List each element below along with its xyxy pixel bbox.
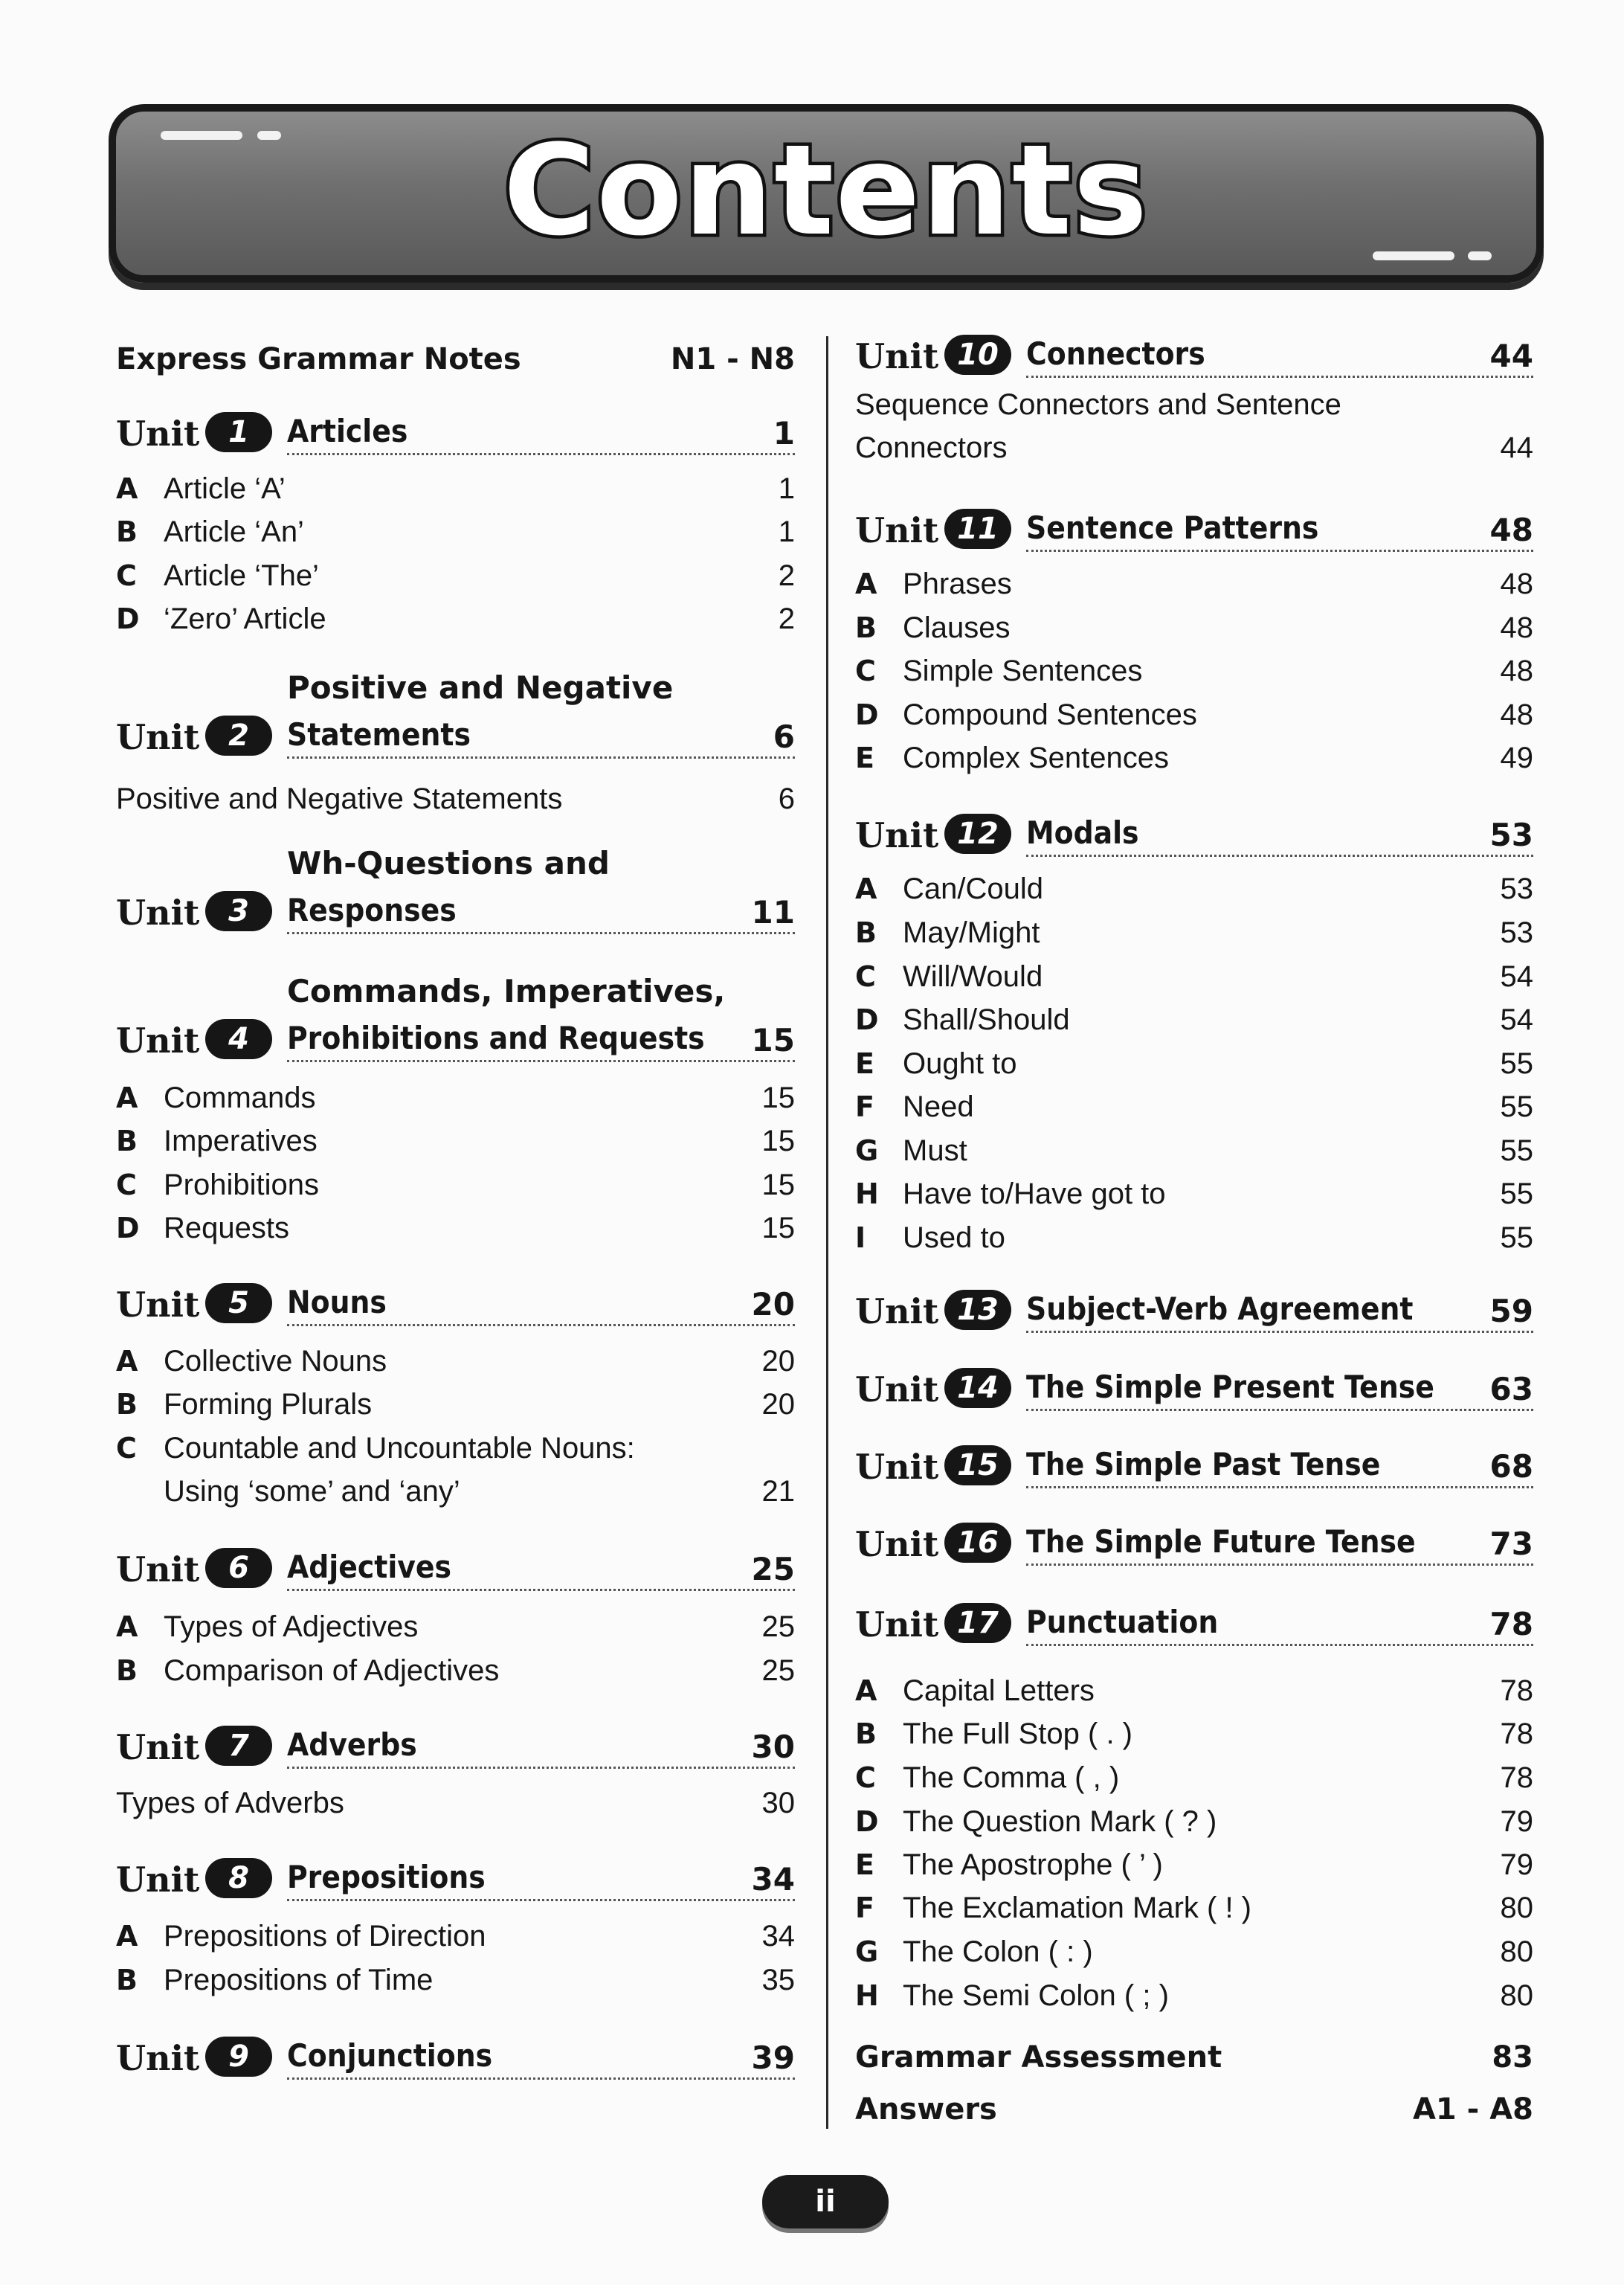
page-ref: 44 (1489, 338, 1533, 374)
unit-title (1026, 507, 1533, 552)
unit-label: Unit (855, 336, 939, 376)
page-ref: 15 (761, 1169, 795, 1201)
item-text: The Apostrophe ( ’ ) (903, 1848, 1163, 1881)
page-ref: 68 (1489, 1448, 1533, 1485)
page-ref: 21 (761, 1475, 795, 1508)
unit-title-text: Responses (287, 892, 457, 928)
contents-item[interactable] (855, 1669, 1533, 1712)
unit-number-badge: 5 (205, 1283, 272, 1323)
page-ref: 35 (761, 1964, 795, 1996)
page-ref: 25 (751, 1551, 795, 1587)
item-text: Positive and Negative Statements (116, 782, 563, 815)
item-letter: A (116, 472, 138, 505)
page-ref: 59 (1489, 1293, 1533, 1329)
unit-heading[interactable] (116, 1717, 795, 1769)
unit-number-badge: 15 (944, 1445, 1011, 1485)
unit-title (1026, 1601, 1533, 1646)
page-ref: 30 (751, 1729, 795, 1765)
unit-title (287, 713, 795, 759)
unit-title-text: Punctuation (1026, 1604, 1219, 1640)
unit-title-text: Prepositions (287, 1859, 486, 1895)
item-letter: C (116, 1432, 137, 1465)
contents-item[interactable] (855, 1756, 1533, 1799)
page-ref: 78 (1500, 1674, 1533, 1707)
page-ref: 63 (1489, 1371, 1533, 1407)
section-heading[interactable] (855, 2035, 1533, 2080)
page-ref: 78 (1500, 1761, 1533, 1794)
page-ref: 53 (1500, 916, 1533, 949)
contents-item[interactable] (855, 649, 1533, 692)
contents-item[interactable] (116, 1206, 795, 1250)
item-text: Requests (164, 1212, 289, 1244)
item-text: Have to/Have got to (903, 1177, 1166, 1210)
page-ref: 20 (761, 1345, 795, 1378)
item-text: Prepositions of Time (164, 1964, 434, 1996)
item-text: Simple Sentences (903, 655, 1143, 687)
item-text: The Semi Colon ( ; ) (903, 1979, 1169, 2012)
contents-item[interactable] (855, 1129, 1533, 1172)
unit-heading[interactable] (855, 1359, 1533, 1411)
contents-item[interactable] (855, 1042, 1533, 1085)
item-letter: B (116, 1388, 138, 1421)
unit-heading[interactable] (116, 669, 795, 759)
unit-label: Unit (855, 1291, 939, 1331)
item-text: The Colon ( : ) (903, 1935, 1093, 1968)
item-text: Commands (164, 1082, 316, 1114)
contents-item[interactable] (855, 1843, 1533, 1886)
unit-number-badge: 17 (944, 1603, 1011, 1643)
item-text: Must (903, 1134, 967, 1167)
contents-item[interactable] (855, 736, 1533, 780)
unit-title (1026, 1520, 1533, 1566)
unit-label: Unit (855, 1604, 939, 1645)
contents-item[interactable] (116, 467, 795, 510)
page-ref: 55 (1500, 1134, 1533, 1167)
item-text: Forming Plurals (164, 1388, 373, 1421)
unit-title-text: The Simple Present Tense (1026, 1369, 1434, 1405)
item-text: The Comma ( , ) (903, 1761, 1120, 1794)
item-letter: B (116, 515, 138, 548)
item-letter: A (855, 568, 877, 600)
page-ref: 80 (1500, 1979, 1533, 2012)
item-text: Article ‘A’ (164, 472, 286, 505)
contents-item[interactable] (116, 777, 795, 820)
unit-title-text: Adverbs (287, 1726, 417, 1763)
unit-title (287, 1723, 795, 1769)
page-ref: 1 (778, 515, 795, 548)
unit-title (1026, 812, 1533, 857)
unit-label: Unit (855, 815, 939, 855)
unit-number-badge: 1 (205, 412, 272, 452)
contents-item[interactable] (116, 1119, 795, 1163)
page-number-badge: ii (762, 2175, 889, 2228)
page-ref: 53 (1489, 817, 1533, 853)
item-letter: C (116, 1169, 137, 1201)
unit-heading[interactable] (855, 1594, 1533, 1646)
unit-heading[interactable] (855, 805, 1533, 857)
unit-title-text: Adjectives (287, 1549, 452, 1585)
unit-title-text: Modals (1026, 814, 1139, 851)
unit-label: Unit (116, 1021, 200, 1061)
page-ref: 54 (1500, 960, 1533, 993)
page-ref: N1 - N8 (670, 342, 795, 376)
unit-number-badge: 14 (944, 1368, 1011, 1408)
unit-number-badge: 7 (205, 1726, 272, 1766)
unit-number-badge: 4 (205, 1019, 272, 1059)
page-ref: 80 (1500, 1935, 1533, 1968)
contents-item[interactable] (855, 867, 1533, 910)
item-text: Types of Adjectives (164, 1610, 419, 1643)
page-ref: 39 (751, 2040, 795, 2076)
unit-title (1026, 332, 1533, 378)
page-ref: 11 (751, 894, 795, 931)
contents-item[interactable] (855, 998, 1533, 1041)
contents-banner (109, 104, 1544, 283)
unit-heading[interactable] (855, 1436, 1533, 1488)
item-text: Countable and Uncountable Nouns: (164, 1432, 635, 1465)
item-letter: A (116, 1920, 138, 1953)
contents-item[interactable] (855, 693, 1533, 736)
item-letter: C (116, 559, 137, 592)
page-title: Contents (503, 118, 1150, 263)
unit-number-badge: 3 (205, 891, 272, 931)
unit-heading[interactable] (855, 326, 1533, 378)
item-text: Clauses (903, 611, 1011, 644)
contents-item[interactable] (855, 1886, 1533, 1929)
page-ref: 55 (1500, 1221, 1533, 1254)
item-letter: A (116, 1345, 138, 1378)
unit-title (287, 1546, 795, 1591)
item-letter: B (855, 916, 877, 949)
page-ref: 55 (1500, 1047, 1533, 1080)
unit-title (287, 1017, 795, 1062)
contents-item[interactable] (855, 606, 1533, 649)
unit-heading[interactable] (116, 2028, 795, 2080)
item-text: Article ‘An’ (164, 515, 304, 548)
item-text: Phrases (903, 568, 1012, 600)
section-label: Express Grammar Notes (116, 342, 521, 376)
unit-title (287, 1281, 795, 1326)
page-ref: 34 (751, 1861, 795, 1897)
item-text: Will/Would (903, 960, 1043, 993)
contents-item[interactable] (116, 1958, 795, 2002)
item-text: Types of Adverbs (116, 1787, 344, 1819)
unit-label: Unit (116, 893, 200, 933)
page-ref: 78 (1500, 1717, 1533, 1750)
item-letter: B (855, 611, 877, 644)
page-ref: 15 (751, 1022, 795, 1058)
unit-number-badge: 10 (944, 335, 1011, 375)
unit-title (287, 889, 795, 934)
item-letter: A (855, 872, 877, 905)
contents-item[interactable] (116, 1605, 795, 1648)
item-text: Can/Could (903, 872, 1044, 905)
item-letter: B (116, 1964, 138, 1996)
page-ref: 48 (1500, 611, 1533, 644)
unit-title-text: The Simple Future Tense (1026, 1523, 1416, 1560)
contents-item[interactable] (116, 510, 795, 553)
item-letter: I (855, 1221, 866, 1254)
unit-title-text: Subject-Verb Agreement (1026, 1291, 1414, 1327)
unit-title-text: Articles (287, 413, 408, 449)
item-text: The Exclamation Mark ( ! ) (903, 1892, 1252, 1924)
page-ref: 2 (778, 602, 795, 635)
item-letter: B (116, 1125, 138, 1157)
contents-item[interactable] (116, 1470, 795, 1513)
page-ref: 44 (1500, 431, 1533, 464)
item-text: The Full Stop ( . ) (903, 1717, 1132, 1750)
page-ref: 2 (778, 559, 795, 592)
item-letter: D (116, 1212, 140, 1244)
item-letter: E (855, 1047, 874, 1080)
page-ref: 1 (773, 415, 795, 451)
unit-number-badge: 2 (205, 716, 272, 756)
unit-heading[interactable] (116, 1849, 795, 1901)
unit-title-line: Positive and Negative (287, 669, 674, 706)
page-ref: 78 (1489, 1606, 1533, 1642)
unit-title (1026, 1443, 1533, 1488)
unit-heading[interactable] (116, 403, 795, 455)
item-text: ‘Zero’ Article (164, 602, 326, 635)
page-ref: A1 - A8 (1412, 2092, 1533, 2127)
unit-number-badge: 13 (944, 1290, 1011, 1330)
unit-label: Unit (116, 1860, 200, 1900)
unit-label: Unit (855, 1524, 939, 1564)
item-letter: F (855, 1090, 874, 1123)
page-ref: 6 (773, 719, 795, 755)
item-text: Compound Sentences (903, 698, 1197, 731)
page-ref: 20 (761, 1388, 795, 1421)
page-ref: 25 (761, 1654, 795, 1687)
item-letter: H (855, 1979, 879, 2012)
page-ref: 79 (1500, 1848, 1533, 1881)
contents-item[interactable] (855, 1216, 1533, 1259)
section-label: Grammar Assessment (855, 2040, 1222, 2075)
item-text: Comparison of Adjectives (164, 1654, 500, 1687)
item-letter: B (855, 1717, 877, 1750)
section-label: Answers (855, 2092, 997, 2127)
page-ref: 80 (1500, 1892, 1533, 1924)
item-letter: H (855, 1177, 879, 1210)
unit-number-badge: 12 (944, 814, 1011, 854)
item-letter: E (855, 742, 874, 774)
unit-label: Unit (116, 1285, 200, 1325)
contents-item[interactable] (855, 426, 1533, 469)
unit-label: Unit (855, 1447, 939, 1487)
unit-label: Unit (855, 1369, 939, 1410)
contents-item[interactable] (855, 1974, 1533, 2017)
unit-label: Unit (116, 1727, 200, 1767)
unit-title-text: Statements (287, 716, 471, 753)
contents-item[interactable] (855, 1172, 1533, 1215)
contents-item[interactable] (855, 955, 1533, 998)
unit-label: Unit (855, 510, 939, 550)
item-letter: D (855, 1003, 879, 1036)
unit-heading[interactable] (116, 973, 795, 1062)
item-text: Shall/Should (903, 1003, 1070, 1036)
contents-item[interactable] (116, 1163, 795, 1206)
unit-heading[interactable] (855, 1281, 1533, 1333)
item-text: Connectors (855, 431, 1008, 464)
unit-heading[interactable] (116, 1274, 795, 1326)
column-divider (826, 336, 828, 2129)
contents-item[interactable] (855, 911, 1533, 954)
page-ref: 15 (761, 1082, 795, 1114)
item-letter: A (116, 1082, 138, 1114)
unit-title-text: Connectors (1026, 335, 1205, 372)
contents-item[interactable] (855, 1800, 1533, 1843)
unit-title-text: Conjunctions (287, 2037, 493, 2074)
unit-title (287, 410, 795, 455)
item-text: Used to (903, 1221, 1005, 1254)
item-letter: F (855, 1892, 874, 1924)
item-letter: A (855, 1674, 877, 1707)
item-text: Prohibitions (164, 1169, 320, 1201)
page-ref: 48 (1500, 655, 1533, 687)
page-ref: 83 (1492, 2040, 1533, 2075)
unit-heading[interactable] (116, 1539, 795, 1591)
unit-number-badge: 9 (205, 2037, 272, 2077)
item-text: Imperatives (164, 1125, 318, 1157)
item-text: Collective Nouns (164, 1345, 387, 1378)
unit-number-badge: 11 (944, 509, 1011, 549)
page-ref: 30 (761, 1787, 795, 1819)
item-letter: G (855, 1134, 879, 1167)
contents-item[interactable] (116, 1649, 795, 1692)
contents-item[interactable] (855, 1712, 1533, 1755)
item-letter: G (855, 1935, 879, 1968)
item-letter: D (116, 602, 140, 635)
page-ref: 20 (751, 1286, 795, 1323)
unit-title-text: Nouns (287, 1284, 387, 1320)
page-ref: 73 (1489, 1526, 1533, 1562)
item-letter: A (116, 1610, 138, 1643)
contents-item[interactable] (116, 1383, 795, 1426)
item-text: Complex Sentences (903, 742, 1169, 774)
contents-item[interactable] (116, 597, 795, 640)
contents-item[interactable] (855, 1930, 1533, 1973)
page-ref: 79 (1500, 1805, 1533, 1838)
page-ref: 49 (1500, 742, 1533, 774)
page-ref: 15 (761, 1125, 795, 1157)
page-ref: 48 (1500, 568, 1533, 600)
unit-title (287, 2034, 795, 2080)
page-ref: 55 (1500, 1177, 1533, 1210)
unit-heading[interactable] (116, 845, 795, 934)
unit-number-badge: 8 (205, 1858, 272, 1898)
unit-title-line: Wh-Questions and (287, 845, 610, 881)
page-ref: 6 (778, 782, 795, 815)
item-letter: C (855, 960, 876, 993)
page-ref: 48 (1489, 512, 1533, 548)
contents-item[interactable] (116, 1076, 795, 1119)
page-ref: 15 (761, 1212, 795, 1244)
section-heading[interactable] (855, 2087, 1533, 2132)
unit-title (1026, 1366, 1533, 1411)
unit-label: Unit (116, 2038, 200, 2078)
item-text: Using ‘some’ and ‘any’ (164, 1475, 460, 1508)
section-heading[interactable] (116, 337, 795, 382)
page-ref: 48 (1500, 698, 1533, 731)
page-ref: 34 (761, 1920, 795, 1953)
unit-title-line: Commands, Imperatives, (287, 973, 726, 1009)
contents-item[interactable] (116, 1781, 795, 1825)
item-letter: C (855, 655, 876, 687)
item-letter: D (855, 698, 879, 731)
item-text: Sequence Connectors and Sentence (855, 388, 1341, 421)
contents-item[interactable] (855, 1085, 1533, 1128)
item-text: Need (903, 1090, 974, 1123)
item-text: The Question Mark ( ? ) (903, 1805, 1217, 1838)
unit-label: Unit (116, 717, 200, 757)
unit-number-badge: 6 (205, 1548, 272, 1588)
contents-item[interactable] (116, 1915, 795, 1958)
contents-item[interactable] (855, 562, 1533, 605)
unit-heading[interactable] (855, 1514, 1533, 1566)
page-ref: 55 (1500, 1090, 1533, 1123)
contents-item[interactable] (116, 1340, 795, 1383)
item-text: Article ‘The’ (164, 559, 319, 592)
unit-title-text: Prohibitions and Requests (287, 1020, 705, 1056)
contents-item[interactable] (116, 1427, 795, 1470)
unit-number-badge: 16 (944, 1523, 1011, 1563)
item-text: Ought to (903, 1047, 1017, 1080)
item-letter: E (855, 1848, 874, 1881)
unit-label: Unit (116, 1549, 200, 1590)
unit-title-text: The Simple Past Tense (1026, 1446, 1381, 1482)
page-ref: 54 (1500, 1003, 1533, 1036)
item-letter: C (855, 1761, 876, 1794)
item-letter: B (116, 1654, 138, 1687)
item-text: Prepositions of Direction (164, 1920, 486, 1953)
page-ref: 53 (1500, 872, 1533, 905)
unit-title (287, 1856, 795, 1901)
contents-item[interactable] (116, 554, 795, 597)
unit-label: Unit (116, 414, 200, 454)
item-text: Capital Letters (903, 1674, 1095, 1707)
page-ref: 1 (778, 472, 795, 505)
contents-item[interactable] (855, 383, 1533, 426)
unit-title-text: Sentence Patterns (1026, 510, 1319, 546)
item-text: May/Might (903, 916, 1040, 949)
page-ref: 25 (761, 1610, 795, 1643)
unit-heading[interactable] (855, 500, 1533, 552)
unit-title (1026, 1288, 1533, 1333)
item-letter: D (855, 1805, 879, 1838)
